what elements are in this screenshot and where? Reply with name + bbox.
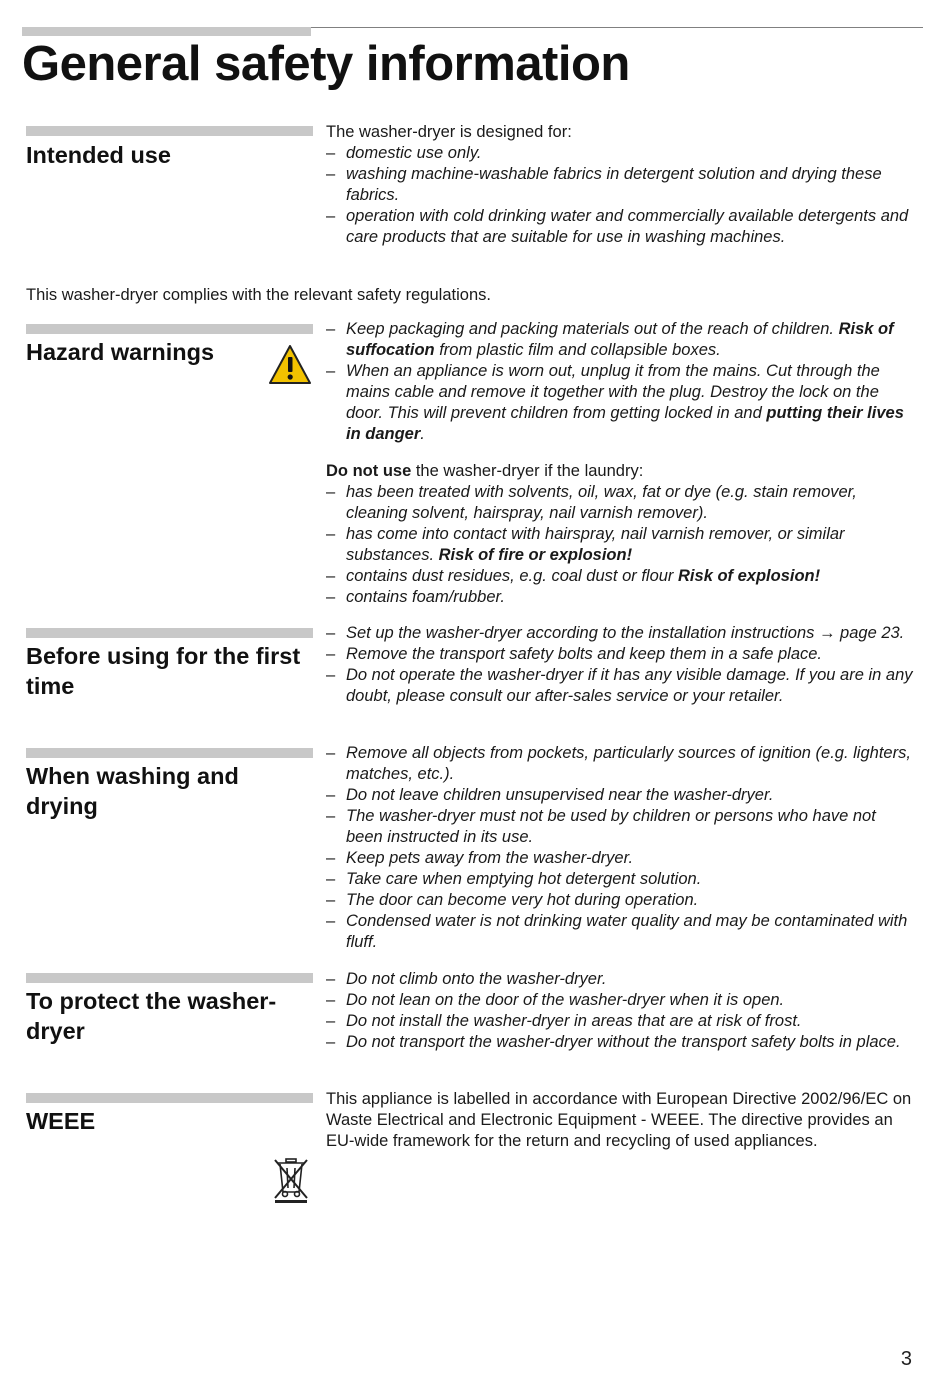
hazard-list xyxy=(326,319,916,445)
list-item: – When an appliance is worn out, unplug it from the mains. Cut through the mains cable and remove it together with the plug. Destroy the lock on the door. This will prevent children from getting locked in and putting their lives in danger. xyxy=(326,361,916,445)
list-item: – operation with cold drinking water and commercially available detergents and care products that are suitable for use in washing machines. xyxy=(326,206,916,248)
crossed-bin-icon xyxy=(271,1156,311,1204)
list-item: – Do not climb onto the washer-dryer. xyxy=(326,969,916,990)
list-item: – Do not operate the washer-dryer if it has any visible damage. If you are in any doubt, please consult our after-sales service or your retailer. xyxy=(326,665,916,707)
section-bar xyxy=(26,126,313,136)
list-item: – has been treated with solvents, oil, wax, fat or dye (e.g. stain remover, cleaning solvent, hairspray, nail varnish remover). xyxy=(326,482,916,524)
weee-heading: WEEE xyxy=(26,1108,96,1134)
intended-use-intro: The washer-dryer is designed for: xyxy=(326,123,572,141)
washing-body xyxy=(326,743,916,953)
hazard-heading: Hazard warnings xyxy=(26,339,215,365)
hazard-body xyxy=(326,319,916,608)
list-item: – Condensed water is not drinking water quality and may be contaminated with fluff. xyxy=(326,911,916,953)
first-use-heading: Before using for the first time xyxy=(26,643,301,699)
list-item: – Do not lean on the door of the washer-dryer when it is open. xyxy=(326,990,916,1011)
list-item: – The door can become very hot during operation. xyxy=(326,890,916,911)
list-item: – Set up the washer-dryer according to the installation instructions → page 23. xyxy=(326,623,916,644)
list-item: – Take care when emptying hot detergent solution. xyxy=(326,869,916,890)
list-item: – Do not install the washer-dryer in areas that are at risk of frost. xyxy=(326,1011,916,1032)
intended-use-heading: Intended use xyxy=(26,142,171,168)
washing-heading: When washing and drying xyxy=(26,763,239,819)
section-bar xyxy=(26,324,313,334)
list-item: – washing machine-washable fabrics in detergent solution and drying these fabrics. xyxy=(326,164,916,206)
page-number: 3 xyxy=(900,1348,912,1370)
list-item: – domestic use only. xyxy=(326,143,916,164)
weee-body xyxy=(326,1089,916,1152)
intended-use-body xyxy=(326,122,916,248)
protect-list xyxy=(326,969,916,1053)
washing-list xyxy=(326,743,916,953)
list-item: – Do not leave children unsupervised near the washer-dryer. xyxy=(326,785,916,806)
protect-heading: To protect the washer-dryer xyxy=(26,988,277,1044)
warning-triangle-icon xyxy=(268,344,312,386)
list-item: – Keep packaging and packing materials out of the reach of children. Risk of suffocation from plastic film and collapsible boxes. xyxy=(326,319,916,361)
compliance-note: This washer-dryer complies with the relevant safety regulations. xyxy=(26,286,491,304)
section-bar xyxy=(26,748,313,758)
page-title: General safety information xyxy=(22,37,630,91)
list-item: – has come into contact with hairspray, nail varnish remover, or similar substances. Risk of fire or explosion! xyxy=(326,524,916,566)
section-bar xyxy=(26,628,313,638)
list-item: – contains dust residues, e.g. coal dust or flour Risk of explosion! xyxy=(326,566,916,587)
list-item: – The washer-dryer must not be used by children or persons who have not been instructed in its use. xyxy=(326,806,916,848)
protect-body xyxy=(326,969,916,1053)
first-use-list xyxy=(326,623,916,707)
section-bar xyxy=(26,1093,313,1103)
weee-text: This appliance is labelled in accordance with European Directive 2002/96/EC on Waste Electrical and Electronic Equipment - WEEE. The directive provides an EU-wide framework for the return and recycling of used appliances. xyxy=(326,1090,912,1150)
first-use-body xyxy=(326,623,916,707)
list-item: – Remove the transport safety bolts and keep them in a safe place. xyxy=(326,644,916,665)
section-bar xyxy=(26,973,313,983)
laundry-list xyxy=(326,482,916,608)
list-item: – contains foam/rubber. xyxy=(326,587,916,608)
list-item: – Do not transport the washer-dryer without the transport safety bolts in place. xyxy=(326,1032,916,1053)
list-item: – Keep pets away from the washer-dryer. xyxy=(326,848,916,869)
list-item: – Remove all objects from pockets, particularly sources of ignition (e.g. lighters, matches, etc.). xyxy=(326,743,916,785)
do-not-use-intro: Do not use the washer-dryer if the laundry: xyxy=(326,462,644,480)
intended-use-list xyxy=(326,143,916,248)
